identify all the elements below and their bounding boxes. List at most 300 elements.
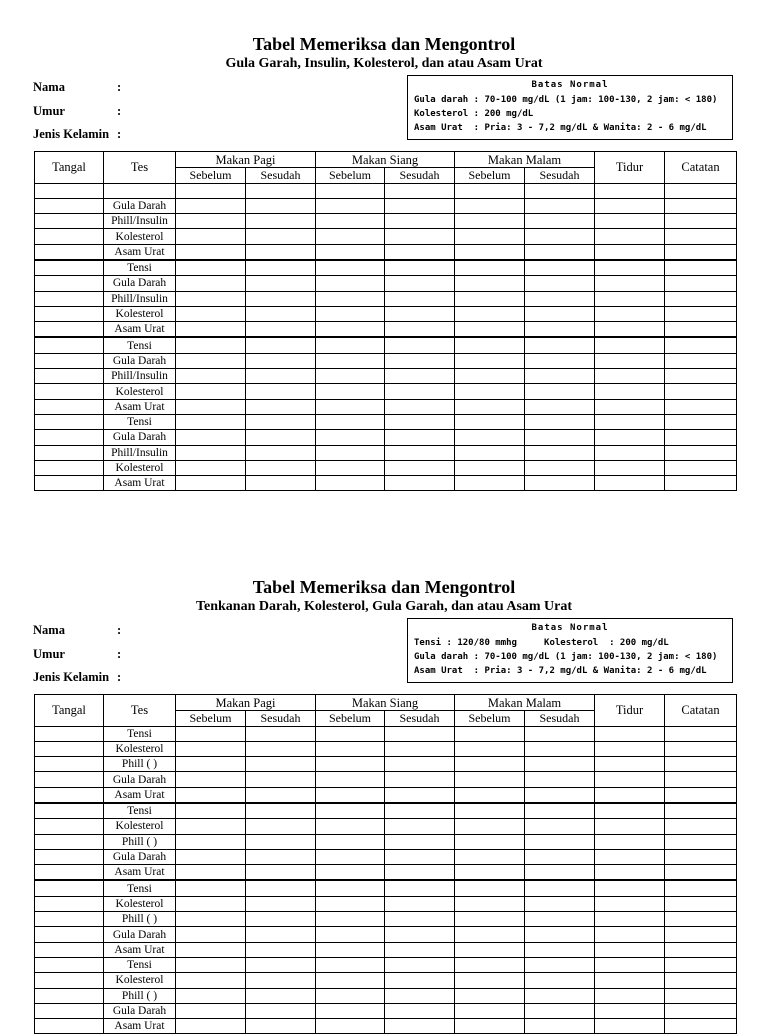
tangal-cell[interactable] bbox=[35, 803, 104, 819]
entry-cell[interactable] bbox=[385, 865, 455, 881]
entry-cell[interactable] bbox=[455, 460, 525, 475]
tangal-cell[interactable] bbox=[35, 772, 104, 787]
entry-cell[interactable] bbox=[595, 291, 665, 306]
entry-cell[interactable] bbox=[316, 369, 385, 384]
entry-cell[interactable] bbox=[595, 988, 665, 1003]
entry-cell[interactable] bbox=[176, 229, 246, 244]
entry-cell[interactable] bbox=[176, 353, 246, 368]
entry-cell[interactable] bbox=[665, 229, 737, 244]
entry-cell[interactable] bbox=[246, 726, 316, 741]
entry-cell[interactable] bbox=[246, 1019, 316, 1034]
entry-cell[interactable] bbox=[385, 430, 455, 445]
entry-cell[interactable] bbox=[595, 399, 665, 414]
entry-cell[interactable] bbox=[316, 880, 385, 896]
entry-cell[interactable] bbox=[316, 741, 385, 756]
tangal-cell[interactable] bbox=[35, 880, 104, 896]
entry-cell[interactable] bbox=[246, 880, 316, 896]
entry-cell[interactable] bbox=[665, 460, 737, 475]
entry-cell[interactable] bbox=[525, 353, 595, 368]
entry-cell[interactable] bbox=[665, 445, 737, 460]
entry-cell[interactable] bbox=[385, 306, 455, 321]
entry-cell[interactable] bbox=[316, 337, 385, 353]
entry-cell[interactable] bbox=[595, 741, 665, 756]
entry-cell[interactable] bbox=[246, 476, 316, 491]
entry-cell[interactable] bbox=[525, 322, 595, 338]
entry-cell[interactable] bbox=[385, 757, 455, 772]
entry-cell[interactable] bbox=[316, 1019, 385, 1034]
entry-cell[interactable] bbox=[455, 834, 525, 849]
entry-cell[interactable] bbox=[595, 927, 665, 942]
tangal-cell[interactable] bbox=[35, 244, 104, 260]
entry-cell[interactable] bbox=[316, 757, 385, 772]
entry-cell[interactable] bbox=[176, 414, 246, 429]
entry-cell[interactable] bbox=[455, 819, 525, 834]
entry-cell[interactable] bbox=[595, 726, 665, 741]
entry-cell[interactable] bbox=[525, 399, 595, 414]
entry-cell[interactable] bbox=[246, 369, 316, 384]
entry-cell[interactable] bbox=[176, 865, 246, 881]
entry-cell[interactable] bbox=[595, 198, 665, 213]
entry-cell[interactable] bbox=[525, 291, 595, 306]
entry-cell[interactable] bbox=[595, 849, 665, 864]
entry-cell[interactable] bbox=[595, 803, 665, 819]
entry-cell[interactable] bbox=[176, 957, 246, 972]
entry-cell[interactable] bbox=[385, 896, 455, 911]
entry-cell[interactable] bbox=[176, 476, 246, 491]
tangal-cell[interactable] bbox=[35, 741, 104, 756]
tangal-cell[interactable] bbox=[35, 369, 104, 384]
entry-cell[interactable] bbox=[385, 353, 455, 368]
entry-cell[interactable] bbox=[525, 912, 595, 927]
entry-cell[interactable] bbox=[665, 787, 737, 803]
entry-cell[interactable] bbox=[246, 819, 316, 834]
entry-cell[interactable] bbox=[316, 214, 385, 229]
tangal-cell[interactable] bbox=[35, 1003, 104, 1018]
entry-cell[interactable] bbox=[665, 1003, 737, 1018]
entry-cell[interactable] bbox=[525, 337, 595, 353]
entry-cell[interactable] bbox=[455, 912, 525, 927]
entry-cell[interactable] bbox=[455, 369, 525, 384]
entry-cell[interactable] bbox=[455, 337, 525, 353]
entry-cell[interactable] bbox=[525, 988, 595, 1003]
entry-cell[interactable] bbox=[525, 430, 595, 445]
entry-cell[interactable] bbox=[385, 244, 455, 260]
tangal-cell[interactable] bbox=[35, 849, 104, 864]
entry-cell[interactable] bbox=[385, 880, 455, 896]
entry-cell[interactable] bbox=[316, 445, 385, 460]
entry-cell[interactable] bbox=[595, 337, 665, 353]
entry-cell[interactable] bbox=[246, 306, 316, 321]
entry-cell[interactable] bbox=[246, 445, 316, 460]
entry-cell[interactable] bbox=[385, 229, 455, 244]
entry-cell[interactable] bbox=[176, 369, 246, 384]
entry-cell[interactable] bbox=[316, 912, 385, 927]
tangal-cell[interactable] bbox=[35, 865, 104, 881]
entry-cell[interactable] bbox=[316, 476, 385, 491]
entry-cell[interactable] bbox=[176, 337, 246, 353]
entry-cell[interactable] bbox=[316, 849, 385, 864]
tangal-cell[interactable] bbox=[35, 912, 104, 927]
entry-cell[interactable] bbox=[246, 957, 316, 972]
entry-cell[interactable] bbox=[385, 942, 455, 957]
tangal-cell[interactable] bbox=[35, 819, 104, 834]
entry-cell[interactable] bbox=[665, 988, 737, 1003]
entry-cell[interactable] bbox=[176, 430, 246, 445]
tangal-cell[interactable] bbox=[35, 476, 104, 491]
tangal-cell[interactable] bbox=[35, 445, 104, 460]
entry-cell[interactable] bbox=[246, 414, 316, 429]
entry-cell[interactable] bbox=[665, 896, 737, 911]
entry-cell[interactable] bbox=[455, 353, 525, 368]
entry-cell[interactable] bbox=[385, 198, 455, 213]
entry-cell[interactable] bbox=[455, 476, 525, 491]
entry-cell[interactable] bbox=[316, 306, 385, 321]
entry-cell[interactable] bbox=[665, 927, 737, 942]
entry-cell[interactable] bbox=[246, 260, 316, 276]
tangal-cell[interactable] bbox=[35, 430, 104, 445]
entry-cell[interactable] bbox=[176, 291, 246, 306]
entry-cell[interactable] bbox=[455, 973, 525, 988]
entry-cell[interactable] bbox=[246, 430, 316, 445]
entry-cell[interactable] bbox=[176, 880, 246, 896]
tangal-cell[interactable] bbox=[35, 291, 104, 306]
entry-cell[interactable] bbox=[316, 803, 385, 819]
entry-cell[interactable] bbox=[246, 276, 316, 291]
entry-cell[interactable] bbox=[176, 927, 246, 942]
entry-cell[interactable] bbox=[176, 306, 246, 321]
entry-cell[interactable] bbox=[316, 399, 385, 414]
tangal-cell[interactable] bbox=[35, 896, 104, 911]
entry-cell[interactable] bbox=[246, 849, 316, 864]
entry-cell[interactable] bbox=[665, 880, 737, 896]
entry-cell[interactable] bbox=[246, 214, 316, 229]
entry-cell[interactable] bbox=[665, 337, 737, 353]
entry-cell[interactable] bbox=[316, 896, 385, 911]
entry-cell[interactable] bbox=[385, 460, 455, 475]
entry-cell[interactable] bbox=[176, 1003, 246, 1018]
entry-cell[interactable] bbox=[525, 460, 595, 475]
entry-cell[interactable] bbox=[316, 460, 385, 475]
entry-cell[interactable] bbox=[316, 865, 385, 881]
entry-cell[interactable] bbox=[665, 865, 737, 881]
entry-cell[interactable] bbox=[246, 353, 316, 368]
entry-cell[interactable] bbox=[385, 912, 455, 927]
entry-cell[interactable] bbox=[176, 244, 246, 260]
entry-cell[interactable] bbox=[525, 787, 595, 803]
entry-cell[interactable] bbox=[176, 973, 246, 988]
entry-cell[interactable] bbox=[595, 787, 665, 803]
entry-cell[interactable] bbox=[385, 1019, 455, 1034]
entry-cell[interactable] bbox=[385, 834, 455, 849]
entry-cell[interactable] bbox=[595, 183, 665, 198]
entry-cell[interactable] bbox=[176, 183, 246, 198]
entry-cell[interactable] bbox=[455, 384, 525, 399]
entry-cell[interactable] bbox=[246, 741, 316, 756]
entry-cell[interactable] bbox=[455, 927, 525, 942]
entry-cell[interactable] bbox=[455, 399, 525, 414]
entry-cell[interactable] bbox=[525, 741, 595, 756]
entry-cell[interactable] bbox=[176, 399, 246, 414]
entry-cell[interactable] bbox=[455, 849, 525, 864]
entry-cell[interactable] bbox=[595, 384, 665, 399]
entry-cell[interactable] bbox=[385, 291, 455, 306]
entry-cell[interactable] bbox=[525, 414, 595, 429]
entry-cell[interactable] bbox=[595, 322, 665, 338]
tangal-cell[interactable] bbox=[35, 973, 104, 988]
entry-cell[interactable] bbox=[385, 276, 455, 291]
entry-cell[interactable] bbox=[525, 1003, 595, 1018]
entry-cell[interactable] bbox=[525, 369, 595, 384]
entry-cell[interactable] bbox=[665, 741, 737, 756]
entry-cell[interactable] bbox=[665, 353, 737, 368]
entry-cell[interactable] bbox=[455, 865, 525, 881]
entry-cell[interactable] bbox=[595, 957, 665, 972]
entry-cell[interactable] bbox=[385, 927, 455, 942]
entry-cell[interactable] bbox=[316, 973, 385, 988]
entry-cell[interactable] bbox=[385, 849, 455, 864]
entry-cell[interactable] bbox=[665, 276, 737, 291]
entry-cell[interactable] bbox=[525, 476, 595, 491]
entry-cell[interactable] bbox=[525, 214, 595, 229]
tangal-cell[interactable] bbox=[35, 214, 104, 229]
entry-cell[interactable] bbox=[176, 276, 246, 291]
entry-cell[interactable] bbox=[665, 849, 737, 864]
entry-cell[interactable] bbox=[246, 772, 316, 787]
entry-cell[interactable] bbox=[455, 880, 525, 896]
entry-cell[interactable] bbox=[665, 306, 737, 321]
tangal-cell[interactable] bbox=[35, 757, 104, 772]
entry-cell[interactable] bbox=[316, 927, 385, 942]
entry-cell[interactable] bbox=[176, 1019, 246, 1034]
entry-cell[interactable] bbox=[595, 306, 665, 321]
entry-cell[interactable] bbox=[385, 957, 455, 972]
entry-cell[interactable] bbox=[665, 973, 737, 988]
entry-cell[interactable] bbox=[385, 260, 455, 276]
entry-cell[interactable] bbox=[455, 988, 525, 1003]
entry-cell[interactable] bbox=[595, 244, 665, 260]
entry-cell[interactable] bbox=[455, 198, 525, 213]
entry-cell[interactable] bbox=[595, 912, 665, 927]
entry-cell[interactable] bbox=[316, 834, 385, 849]
tangal-cell[interactable] bbox=[35, 988, 104, 1003]
entry-cell[interactable] bbox=[246, 244, 316, 260]
entry-cell[interactable] bbox=[316, 787, 385, 803]
entry-cell[interactable] bbox=[595, 757, 665, 772]
entry-cell[interactable] bbox=[385, 988, 455, 1003]
entry-cell[interactable] bbox=[176, 757, 246, 772]
tangal-cell[interactable] bbox=[35, 726, 104, 741]
entry-cell[interactable] bbox=[665, 384, 737, 399]
entry-cell[interactable] bbox=[316, 322, 385, 338]
entry-cell[interactable] bbox=[455, 306, 525, 321]
entry-cell[interactable] bbox=[176, 942, 246, 957]
entry-cell[interactable] bbox=[455, 741, 525, 756]
entry-cell[interactable] bbox=[455, 1019, 525, 1034]
entry-cell[interactable] bbox=[246, 291, 316, 306]
entry-cell[interactable] bbox=[595, 229, 665, 244]
entry-cell[interactable] bbox=[455, 430, 525, 445]
entry-cell[interactable] bbox=[246, 183, 316, 198]
entry-cell[interactable] bbox=[595, 260, 665, 276]
entry-cell[interactable] bbox=[316, 772, 385, 787]
entry-cell[interactable] bbox=[455, 445, 525, 460]
entry-cell[interactable] bbox=[525, 198, 595, 213]
entry-cell[interactable] bbox=[246, 337, 316, 353]
entry-cell[interactable] bbox=[385, 803, 455, 819]
entry-cell[interactable] bbox=[246, 896, 316, 911]
entry-cell[interactable] bbox=[455, 322, 525, 338]
entry-cell[interactable] bbox=[525, 229, 595, 244]
entry-cell[interactable] bbox=[316, 291, 385, 306]
entry-cell[interactable] bbox=[455, 276, 525, 291]
entry-cell[interactable] bbox=[246, 460, 316, 475]
entry-cell[interactable] bbox=[525, 957, 595, 972]
entry-cell[interactable] bbox=[385, 741, 455, 756]
entry-cell[interactable] bbox=[246, 322, 316, 338]
entry-cell[interactable] bbox=[176, 322, 246, 338]
entry-cell[interactable] bbox=[316, 1003, 385, 1018]
entry-cell[interactable] bbox=[455, 244, 525, 260]
entry-cell[interactable] bbox=[316, 183, 385, 198]
entry-cell[interactable] bbox=[455, 957, 525, 972]
entry-cell[interactable] bbox=[246, 912, 316, 927]
entry-cell[interactable] bbox=[176, 460, 246, 475]
entry-cell[interactable] bbox=[525, 896, 595, 911]
entry-cell[interactable] bbox=[176, 803, 246, 819]
entry-cell[interactable] bbox=[595, 414, 665, 429]
entry-cell[interactable] bbox=[595, 880, 665, 896]
entry-cell[interactable] bbox=[525, 942, 595, 957]
entry-cell[interactable] bbox=[525, 244, 595, 260]
entry-cell[interactable] bbox=[246, 803, 316, 819]
entry-cell[interactable] bbox=[665, 957, 737, 972]
entry-cell[interactable] bbox=[595, 973, 665, 988]
entry-cell[interactable] bbox=[525, 260, 595, 276]
entry-cell[interactable] bbox=[665, 430, 737, 445]
entry-cell[interactable] bbox=[665, 244, 737, 260]
tangal-cell[interactable] bbox=[35, 957, 104, 972]
tangal-cell[interactable] bbox=[35, 337, 104, 353]
entry-cell[interactable] bbox=[595, 369, 665, 384]
entry-cell[interactable] bbox=[176, 772, 246, 787]
entry-cell[interactable] bbox=[455, 291, 525, 306]
entry-cell[interactable] bbox=[455, 787, 525, 803]
entry-cell[interactable] bbox=[246, 198, 316, 213]
entry-cell[interactable] bbox=[525, 183, 595, 198]
entry-cell[interactable] bbox=[525, 384, 595, 399]
entry-cell[interactable] bbox=[316, 276, 385, 291]
entry-cell[interactable] bbox=[665, 291, 737, 306]
entry-cell[interactable] bbox=[665, 726, 737, 741]
entry-cell[interactable] bbox=[316, 198, 385, 213]
entry-cell[interactable] bbox=[525, 849, 595, 864]
tangal-cell[interactable] bbox=[35, 198, 104, 213]
entry-cell[interactable] bbox=[455, 726, 525, 741]
entry-cell[interactable] bbox=[455, 183, 525, 198]
entry-cell[interactable] bbox=[455, 1003, 525, 1018]
entry-cell[interactable] bbox=[385, 445, 455, 460]
entry-cell[interactable] bbox=[246, 757, 316, 772]
entry-cell[interactable] bbox=[176, 849, 246, 864]
entry-cell[interactable] bbox=[455, 229, 525, 244]
entry-cell[interactable] bbox=[665, 260, 737, 276]
entry-cell[interactable] bbox=[455, 942, 525, 957]
entry-cell[interactable] bbox=[246, 384, 316, 399]
entry-cell[interactable] bbox=[316, 726, 385, 741]
entry-cell[interactable] bbox=[595, 1019, 665, 1034]
entry-cell[interactable] bbox=[316, 260, 385, 276]
entry-cell[interactable] bbox=[595, 276, 665, 291]
entry-cell[interactable] bbox=[595, 896, 665, 911]
entry-cell[interactable] bbox=[455, 414, 525, 429]
entry-cell[interactable] bbox=[455, 757, 525, 772]
entry-cell[interactable] bbox=[665, 942, 737, 957]
entry-cell[interactable] bbox=[665, 757, 737, 772]
entry-cell[interactable] bbox=[176, 912, 246, 927]
tangal-cell[interactable] bbox=[35, 787, 104, 803]
entry-cell[interactable] bbox=[595, 430, 665, 445]
entry-cell[interactable] bbox=[246, 399, 316, 414]
tangal-cell[interactable] bbox=[35, 229, 104, 244]
entry-cell[interactable] bbox=[246, 927, 316, 942]
entry-cell[interactable] bbox=[595, 942, 665, 957]
entry-cell[interactable] bbox=[385, 214, 455, 229]
entry-cell[interactable] bbox=[385, 322, 455, 338]
entry-cell[interactable] bbox=[455, 896, 525, 911]
entry-cell[interactable] bbox=[385, 414, 455, 429]
entry-cell[interactable] bbox=[525, 803, 595, 819]
entry-cell[interactable] bbox=[595, 445, 665, 460]
entry-cell[interactable] bbox=[246, 1003, 316, 1018]
entry-cell[interactable] bbox=[385, 337, 455, 353]
entry-cell[interactable] bbox=[525, 772, 595, 787]
entry-cell[interactable] bbox=[246, 865, 316, 881]
entry-cell[interactable] bbox=[595, 214, 665, 229]
entry-cell[interactable] bbox=[455, 214, 525, 229]
entry-cell[interactable] bbox=[595, 819, 665, 834]
entry-cell[interactable] bbox=[385, 399, 455, 414]
tangal-cell[interactable] bbox=[35, 260, 104, 276]
entry-cell[interactable] bbox=[176, 787, 246, 803]
entry-cell[interactable] bbox=[176, 741, 246, 756]
entry-cell[interactable] bbox=[316, 384, 385, 399]
entry-cell[interactable] bbox=[665, 183, 737, 198]
entry-cell[interactable] bbox=[176, 445, 246, 460]
tangal-cell[interactable] bbox=[35, 927, 104, 942]
entry-cell[interactable] bbox=[525, 276, 595, 291]
entry-cell[interactable] bbox=[246, 942, 316, 957]
entry-cell[interactable] bbox=[246, 229, 316, 244]
entry-cell[interactable] bbox=[246, 787, 316, 803]
entry-cell[interactable] bbox=[316, 430, 385, 445]
entry-cell[interactable] bbox=[665, 1019, 737, 1034]
entry-cell[interactable] bbox=[176, 198, 246, 213]
entry-cell[interactable] bbox=[595, 834, 665, 849]
entry-cell[interactable] bbox=[385, 787, 455, 803]
entry-cell[interactable] bbox=[176, 214, 246, 229]
entry-cell[interactable] bbox=[176, 384, 246, 399]
entry-cell[interactable] bbox=[176, 260, 246, 276]
entry-cell[interactable] bbox=[455, 260, 525, 276]
entry-cell[interactable] bbox=[246, 834, 316, 849]
entry-cell[interactable] bbox=[665, 834, 737, 849]
entry-cell[interactable] bbox=[455, 772, 525, 787]
entry-cell[interactable] bbox=[665, 912, 737, 927]
entry-cell[interactable] bbox=[665, 399, 737, 414]
tangal-cell[interactable] bbox=[35, 384, 104, 399]
entry-cell[interactable] bbox=[665, 369, 737, 384]
tangal-cell[interactable] bbox=[35, 414, 104, 429]
